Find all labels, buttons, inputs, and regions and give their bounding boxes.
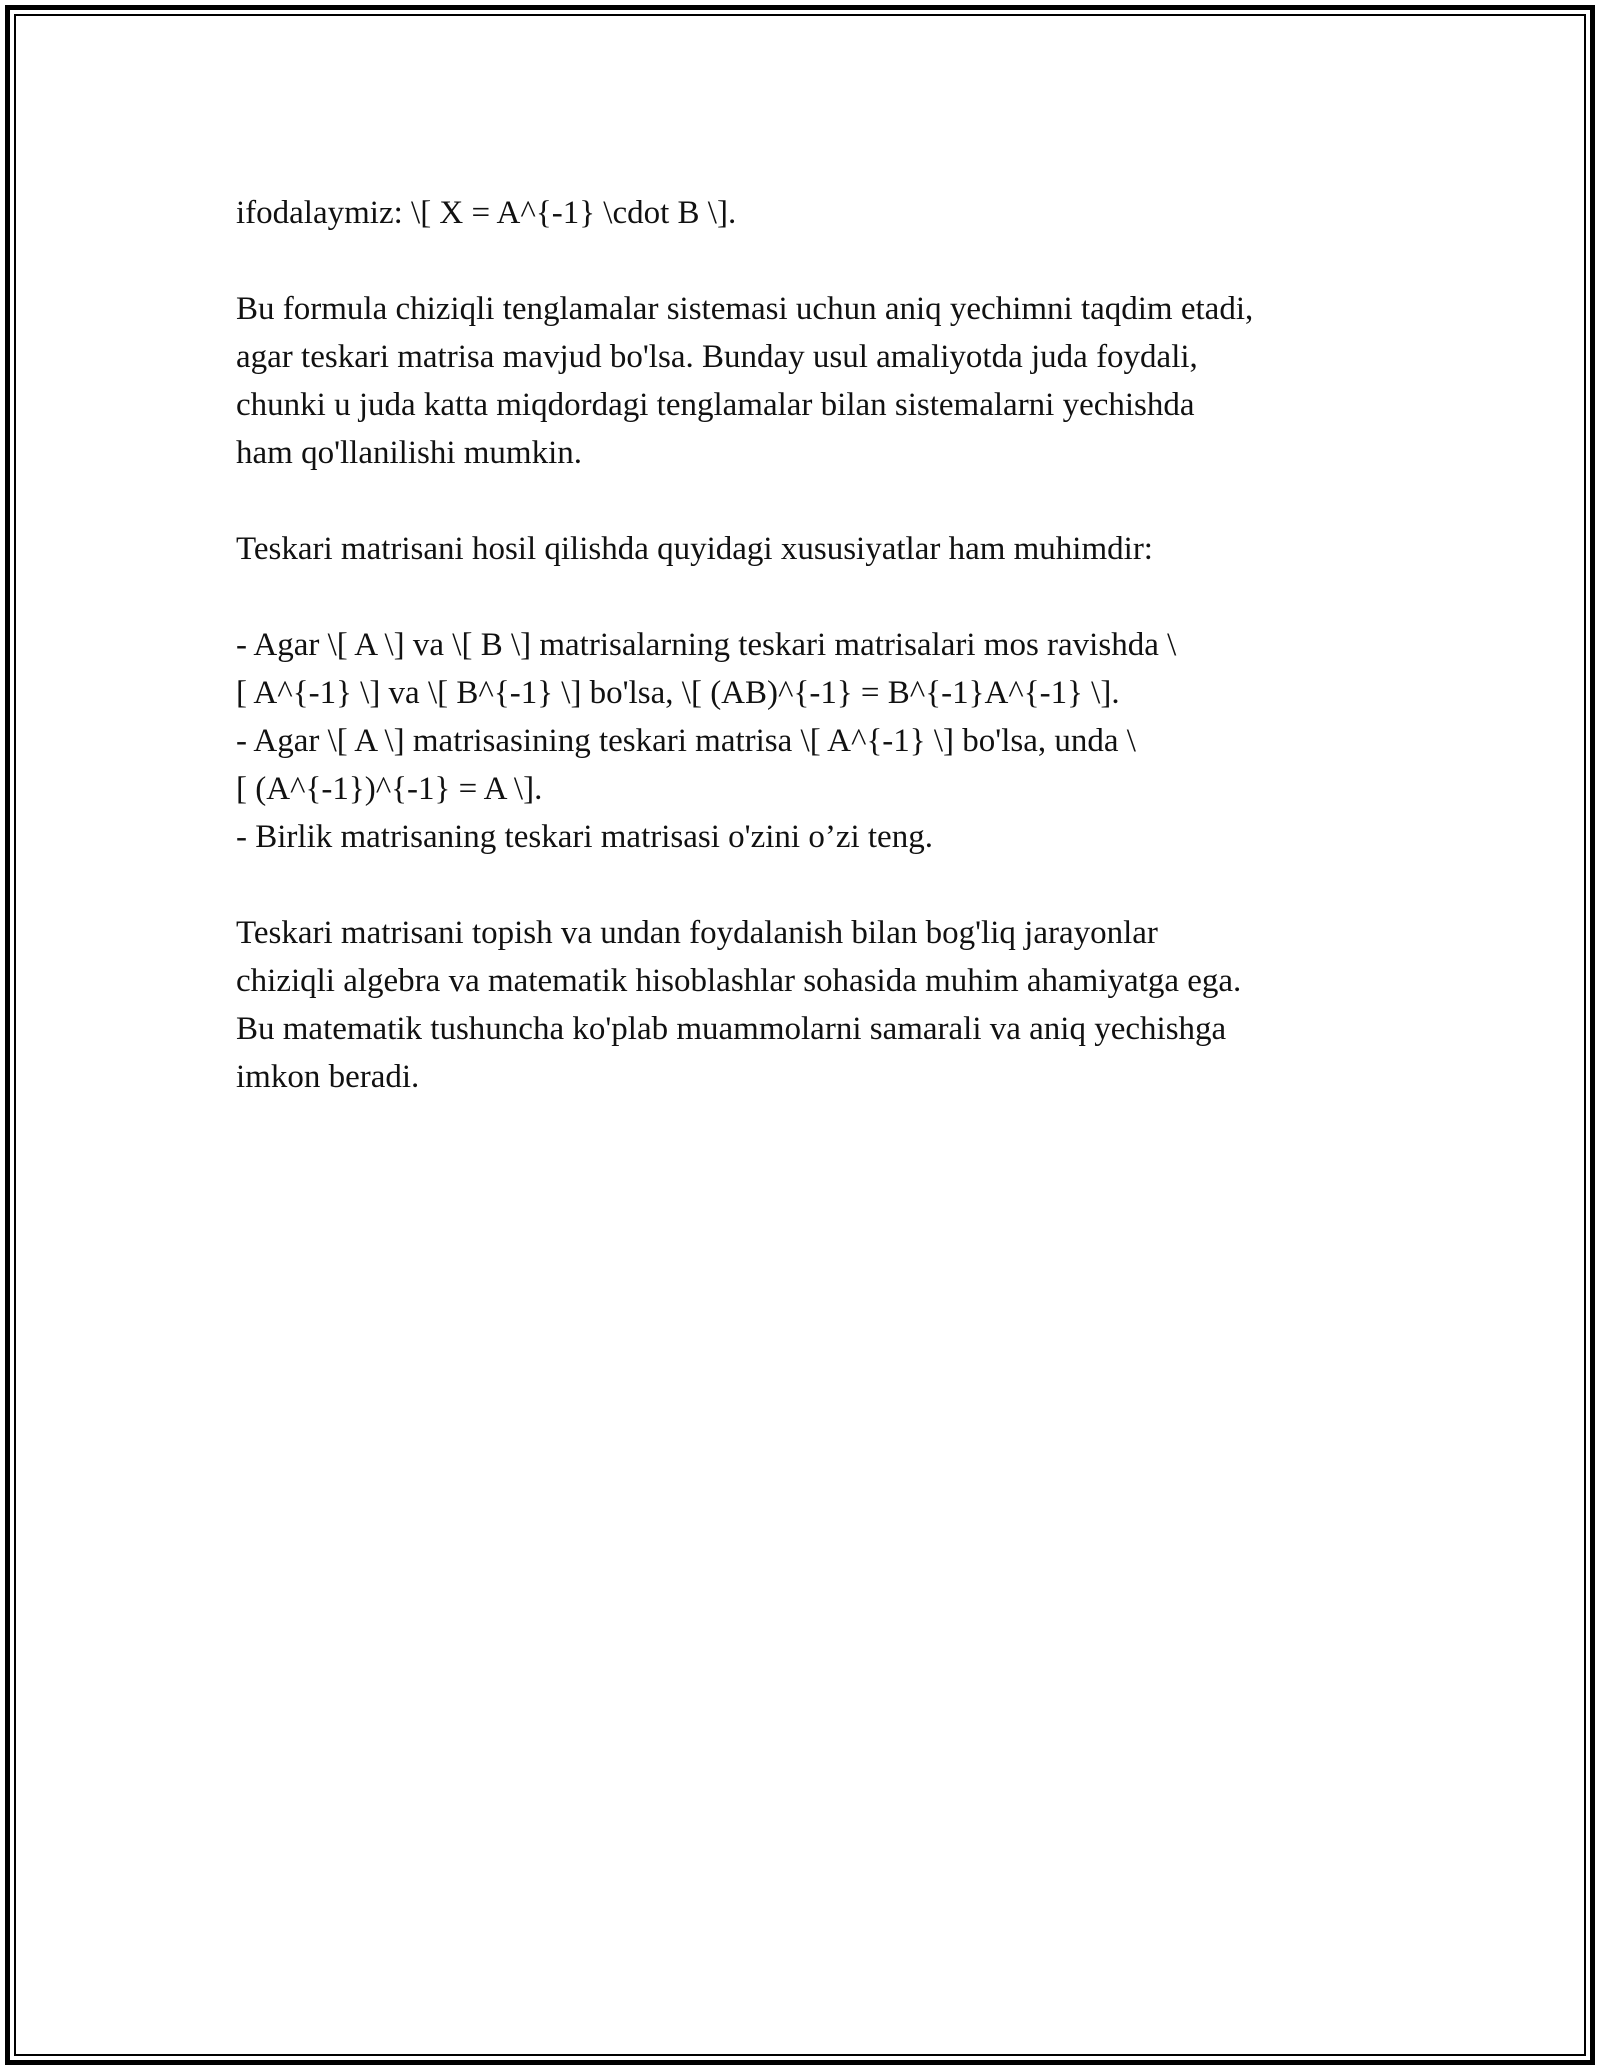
text-line: Bu formula chiziqli tenglamalar sistemasi uchun aniq yechimni taqdim etadi, bbox=[236, 291, 1254, 327]
text-line: imkon beradi. bbox=[236, 1059, 420, 1095]
text-line: ham qo'llanilishi mumkin. bbox=[236, 435, 583, 471]
text-line: ifodalaymiz: \[ X = A^{-1} \cdot B \]. bbox=[236, 195, 737, 231]
paragraph-properties-list bbox=[236, 621, 1386, 861]
paragraph-explanation bbox=[236, 285, 1386, 477]
list-item-line: [ A^{-1} \] va \[ B^{-1} \] bo'lsa, \[ (AB)^{-1} = B^{-1}A^{-1} \]. bbox=[236, 675, 1120, 711]
text-line: chiziqli algebra va matematik hisoblashlar sohasida muhim ahamiyatga ega. bbox=[236, 963, 1242, 999]
text-line: chunki u juda katta miqdordagi tenglamalar bilan sistemalarni yechishda bbox=[236, 387, 1195, 423]
list-item-line: - Agar \[ A \] matrisasining teskari matrisa \[ A^{-1} \] bo'lsa, unda \ bbox=[236, 723, 1136, 759]
document-body bbox=[236, 189, 1386, 1149]
paragraph-conclusion bbox=[236, 909, 1386, 1101]
list-item-line: [ (A^{-1})^{-1} = A \]. bbox=[236, 771, 543, 807]
text-line: agar teskari matrisa mavjud bo'lsa. Bunday usul amaliyotda juda foydali, bbox=[236, 339, 1198, 375]
text-line: Bu matematik tushuncha ko'plab muammolarni samarali va aniq yechishga bbox=[236, 1011, 1227, 1047]
list-item-line: - Agar \[ A \] va \[ B \] matrisalarning teskari matrisalari mos ravishda \ bbox=[236, 627, 1177, 663]
paragraph-properties-intro bbox=[236, 525, 1386, 573]
list-item-line: - Birlik matrisaning teskari matrisasi o'zini o’zi teng. bbox=[236, 819, 933, 855]
text-line: Teskari matrisani hosil qilishda quyidagi xususiyatlar ham muhimdir: bbox=[236, 531, 1153, 567]
text-line: Teskari matrisani topish va undan foydalanish bilan bog'liq jarayonlar bbox=[236, 915, 1158, 951]
paragraph-formula bbox=[236, 189, 1386, 237]
